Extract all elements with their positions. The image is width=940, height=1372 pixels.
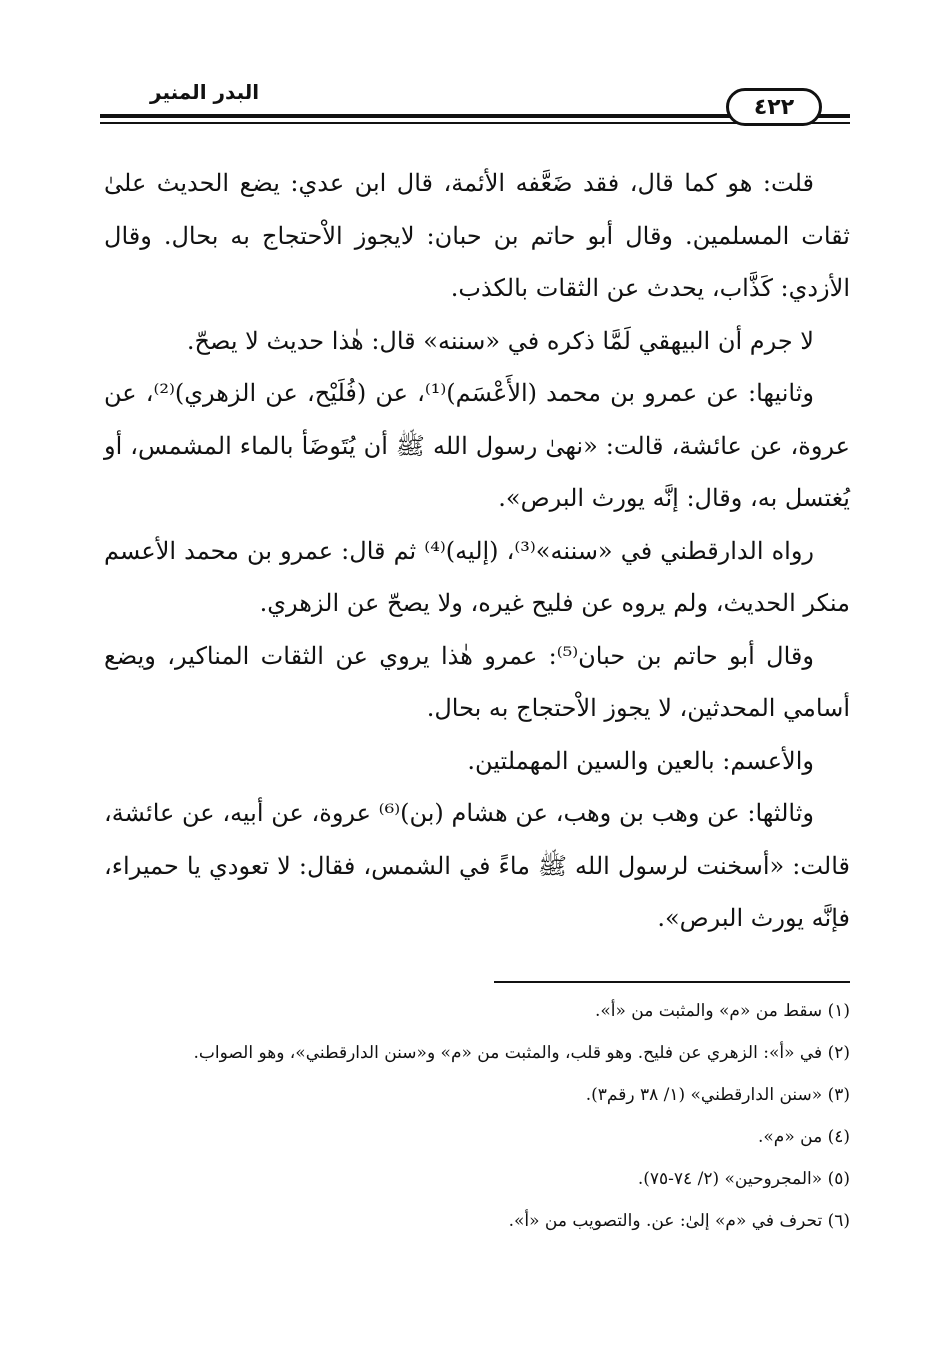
- paragraph: وثالثها: عن وهب بن وهب، عن هشام (بن)⁽⁶⁾ عروة، عن أبيه، عن عائشة، قالت: «أسخنت لرسول الله ﷺ ماءً في الشمس، فقال: لا تعودي يا حميراء، فإنَّه يورث البرص».: [104, 799, 850, 932]
- footnote: (٤) من «م».: [758, 1127, 850, 1147]
- paragraph: رواه الدارقطني في «سننه»⁽³⁾، (إليه)⁽⁴⁾ ثم قال: عمرو بن محمد الأعسم منكر الحديث، ولم يروه عن فليح غيره، ولا يصحّ عن الزهري.: [104, 536, 850, 617]
- footnote: (١) سقط من «م» والمثبت من «أ».: [594, 1001, 850, 1021]
- paragraph: وقال أبو حاتم بن حبان⁽⁵⁾: عمرو هٰذا يروي عن الثقات المناكير، ويضع أسامي المحدثين، لا يجوز الاْحتجاج به بحال.: [104, 641, 850, 722]
- page-number: ٤٢٢: [753, 94, 795, 120]
- footnote: (٢) في «أ»: الزهري عن فليح. وهو قلب، والمثبت من «م» و«سنن الدارقطني»، وهو الصواب.: [193, 1043, 850, 1063]
- footnote: (٦) تحرف في «م» إلىٰ: عن. والتصويب من «أ».: [508, 1211, 850, 1231]
- footnotes: [104, 993, 850, 1239]
- main-text: [104, 157, 850, 945]
- book-title: البدر المنير: [150, 80, 260, 104]
- paragraph: قلت: هو كما قال، فقد ضَعَّفه الأئمة، قال ابن عدي: يضع الحديث علىٰ ثقات المسلمين. وقال أبو حاتم بن حبان: لايجوز الاْحتجاج به بحال. وقال الأزدي: كَذَّاب، يحدث عن الثقات بالكذب.: [104, 169, 850, 302]
- paragraph: لا جرم أن البيهقي لَمَّا ذكره في «سننه» قال: هٰذا حديث لا يصحّ.: [186, 326, 814, 355]
- paragraph: والأعسم: بالعين والسين المهملتين.: [467, 746, 814, 775]
- page-number-badge: [726, 88, 822, 126]
- page-header: [100, 78, 850, 126]
- footnote-separator: [494, 981, 850, 983]
- footnote: (٣) «سنن الدارقطني» (١/ ٣٨ رقم٣).: [585, 1085, 850, 1105]
- paragraph: وثانيها: عن عمرو بن محمد (الأَعْسَم)⁽¹⁾، عن (فُلَيْح، عن الزهري)⁽²⁾، عن عروة، عن عائشة، قالت: «نهىٰ رسول الله ﷺ أن يُتَوضَأ بالماء المشمس، أو يُغتسل به، وقال: إنَّه يورث البرص».: [104, 379, 850, 512]
- footnote: (٥) «المجروحين» (٢/ ٧٤-٧٥).: [637, 1169, 850, 1189]
